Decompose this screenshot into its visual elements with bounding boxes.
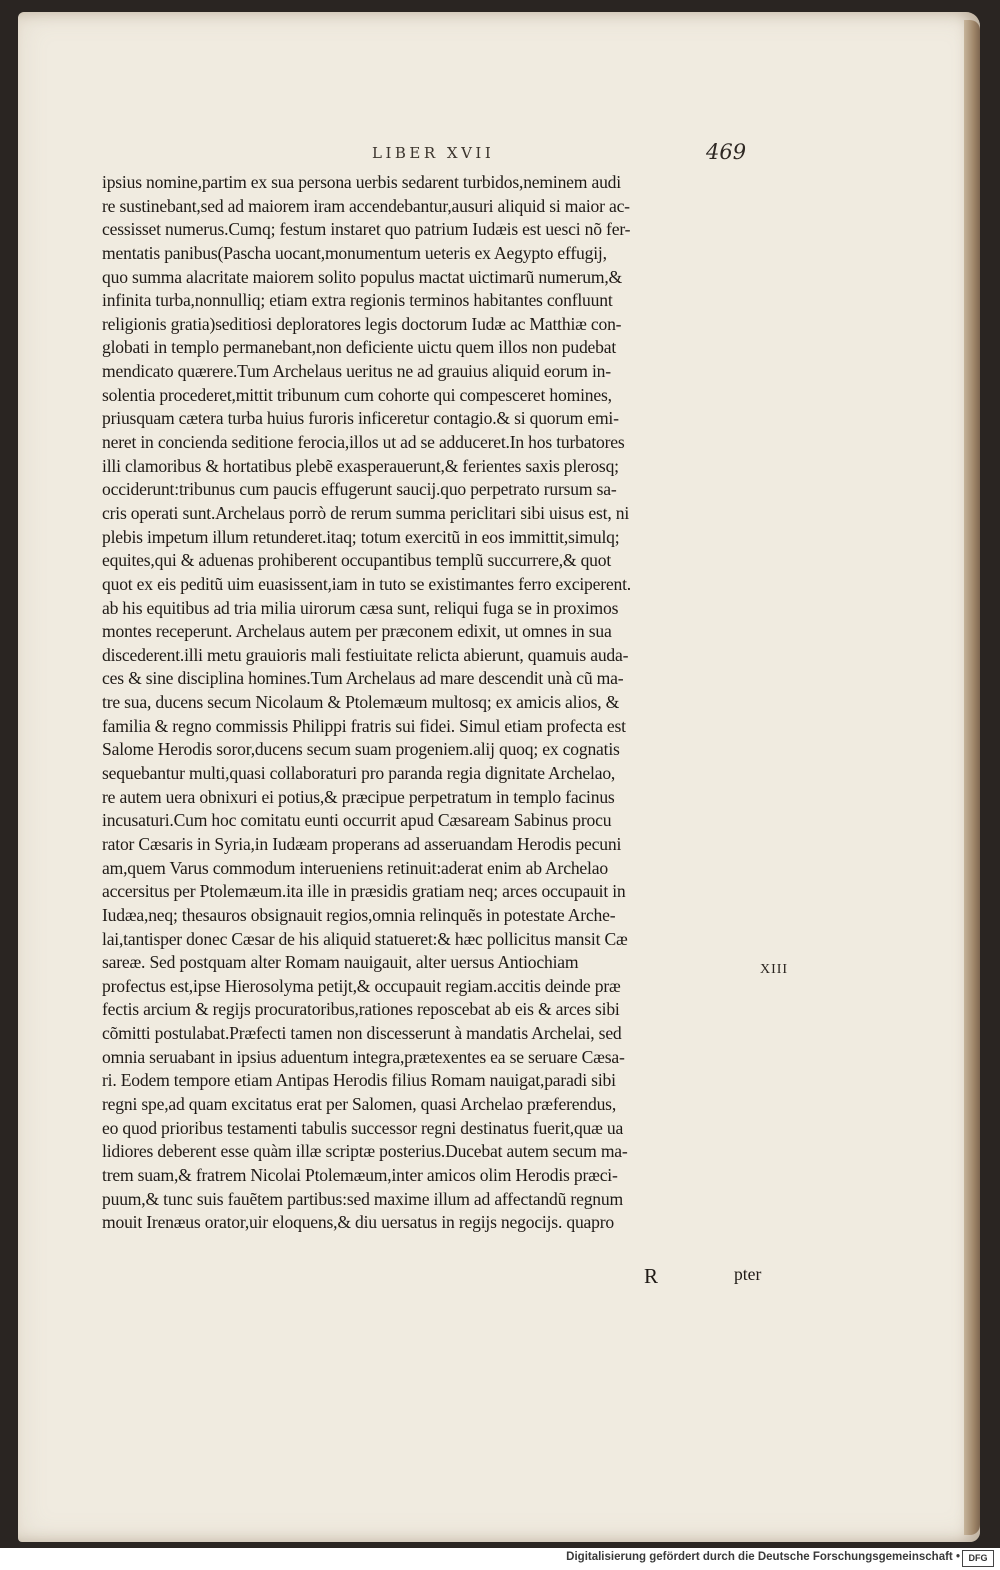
text-line: ri. Eodem tempore etiam Antipas Herodis filius Romam nauigat,paradi sibi: [102, 1070, 616, 1091]
text-line: neret in concienda seditione ferocia,illos ut ad se adduceret.In hos turbatores: [102, 432, 625, 453]
body-text: [102, 171, 758, 1235]
text-line: re sustinebant,sed ad maiorem iram accendebantur,ausuri aliquid si maior ac-: [102, 195, 630, 216]
page-fore-edge: [964, 20, 980, 1535]
text-line: am,quem Varus commodum interueniens retinuit:aderat enim ab Archelao: [102, 857, 608, 878]
text-line: sequebantur multi,quasi collaboraturi pro paranda regia dignitate Archelao,: [102, 763, 616, 784]
catchword: pter: [734, 1264, 762, 1284]
text-line: Salome Herodis soror,ducens secum suam progeniem.alij quoq; ex cognatis: [102, 739, 620, 760]
text-line: solentia procederet,mittit tribunum cum cohorte qui compesceret homines,: [102, 384, 612, 405]
text-line: omnia seruabant in ipsius aduentum integra,prætexentes ea se seruare Cæsa-: [102, 1046, 625, 1067]
text-line: occiderunt:tribunus cum paucis effugerunt saucij.quo perpetrato rursum sa-: [102, 479, 617, 500]
text-line: plebis impetum illum retunderet.itaq; totum exercitũ in eos immittit,simulq;: [102, 526, 620, 547]
text-line: puum,& tunc suis fauẽtem partibus:sed maxime illum ad affectandũ regnum: [102, 1188, 623, 1209]
text-line: profectus est,ipse Hierosolyma petijt,& occupauit regiam.accitis deinde præ: [102, 975, 621, 996]
text-line: cris operati sunt.Archelaus porrò de rerum summa periclitari sibi uisus est, ni: [102, 502, 630, 523]
text-line: montes receperunt. Archelaus autem per præconem edixit, ut omnes in sua: [102, 621, 612, 642]
running-title: LIBER XVII: [372, 144, 495, 162]
text-line: mentatis panibus(Pascha uocant,monumentum ueteris ex Aegypto effugij,: [102, 242, 607, 263]
text-line: religionis gratia)seditiosi deploratores legis doctorum Iudæ ac Matthiæ con-: [102, 313, 622, 334]
text-line: lidiores deberent esse quàm illæ scriptæ posterius.Ducebat autem secum ma-: [102, 1141, 628, 1162]
text-line: lai,tantisper donec Cæsar de his aliquid statueret:& hæc pollicitus mansit Cæ: [102, 928, 628, 949]
text-line: trem suam,& fratrem Nicolai Ptolemæum,inter amicos olim Herodis præci-: [102, 1164, 618, 1185]
text-line: rator Cæsaris in Syria,in Iudæam properans ad asseruandam Herodis pecuni: [102, 833, 622, 854]
text-line: ces & sine disciplina homines.Tum Archelaus ad mare descendit unà cũ ma-: [102, 668, 624, 689]
text-line: mendicato quærere.Tum Archelaus ueritus ne ad grauius aliquid eorum in-: [102, 361, 611, 382]
margin-chapter-number: XIII: [760, 962, 789, 977]
text-line: globati in templo permanebant,non deficiente uictu quem illos non pudebat: [102, 337, 617, 358]
text-line: cõmitti postulabat.Præfecti tamen non discesserunt à mandatis Archelai, sed: [102, 1023, 622, 1044]
text-line: sareæ. Sed postquam alter Romam nauigauit, alter uersus Antiochiam: [102, 952, 579, 973]
text-line: cessisset numerus.Cumq; festum instaret quo patrium Iudæis est uesci nõ fer-: [102, 219, 631, 240]
text-line: quot ex eis peditũ uim euasissent,iam in tuto se existimantes ferro exciperent.: [102, 573, 631, 594]
text-line: ipsius nomine,partim ex sua persona uerbis sedarent turbidos,neminem audi: [102, 172, 621, 192]
page-number: 469: [706, 140, 747, 164]
text-line: discederent.illi metu grauioris mali festiuitate relicta abierunt, quamuis auda-: [102, 644, 629, 665]
text-line: Iudæa,neq; thesauros obsignauit regios,omnia relinquẽs in potestate Arche-: [102, 904, 616, 925]
text-line: re autem uera obnixuri ei potius,& præcipue perpetratum in templo facinus: [102, 786, 615, 807]
text-line: quo summa alacritate maiorem solito populus mactat uictimarũ numerum,&: [102, 266, 623, 287]
text-line: priusquam cætera turba huius furoris inficeretur contagio.& si quorum emi-: [102, 408, 619, 429]
text-line: eo quod prioribus testamenti tabulis successor regni destinatus fuerit,quæ ua: [102, 1117, 624, 1138]
text-line: accersitus per Ptolemæum.ita ille in præsidis gratiam neq; arces occupauit in: [102, 881, 626, 902]
text-line: equites,qui & aduenas prohiberent occupantibus templũ succurrere,& quot: [102, 550, 612, 571]
text-line: tre sua, ducens secum Nicolaum & Ptolemæum multosq; ex amicis alios, &: [102, 692, 620, 713]
signature-mark: R: [644, 1264, 659, 1288]
text-line: illi clamoribus & hortatibus plebẽ exasperauerunt,& ferientes saxis plerosq;: [102, 455, 619, 476]
text-line: regni spe,ad quam excitatus erat per Salomen, quasi Archelao præferendus,: [102, 1093, 617, 1114]
text-line: infinita turba,nonnulliq; etiam extra regionis terminos habitantes confluunt: [102, 290, 613, 311]
footer-credit: Digitalisierung gefördert durch die Deutsche Forschungsgemeinschaft •: [566, 1551, 960, 1563]
text-line: fectis arcium & regijs procuratoribus,rationes reposcebat ab eis & arces sibi: [102, 999, 620, 1020]
text-line: ab his equitibus ad tria milia uirorum cæsa sunt, reliqui fuga se in proximos: [102, 597, 619, 618]
text-line: incusaturi.Cum hoc comitatu eunti occurrit apud Cæsaream Sabinus procu: [102, 810, 612, 831]
dfg-logo: DFG: [962, 1550, 994, 1567]
text-line: mouit Irenæus orator,uir eloquens,& diu uersatus in regijs negocijs. quapro: [102, 1212, 615, 1233]
text-line: familia & regno commissis Philippi fratris sui fidei. Simul etiam profecta est: [102, 715, 626, 736]
